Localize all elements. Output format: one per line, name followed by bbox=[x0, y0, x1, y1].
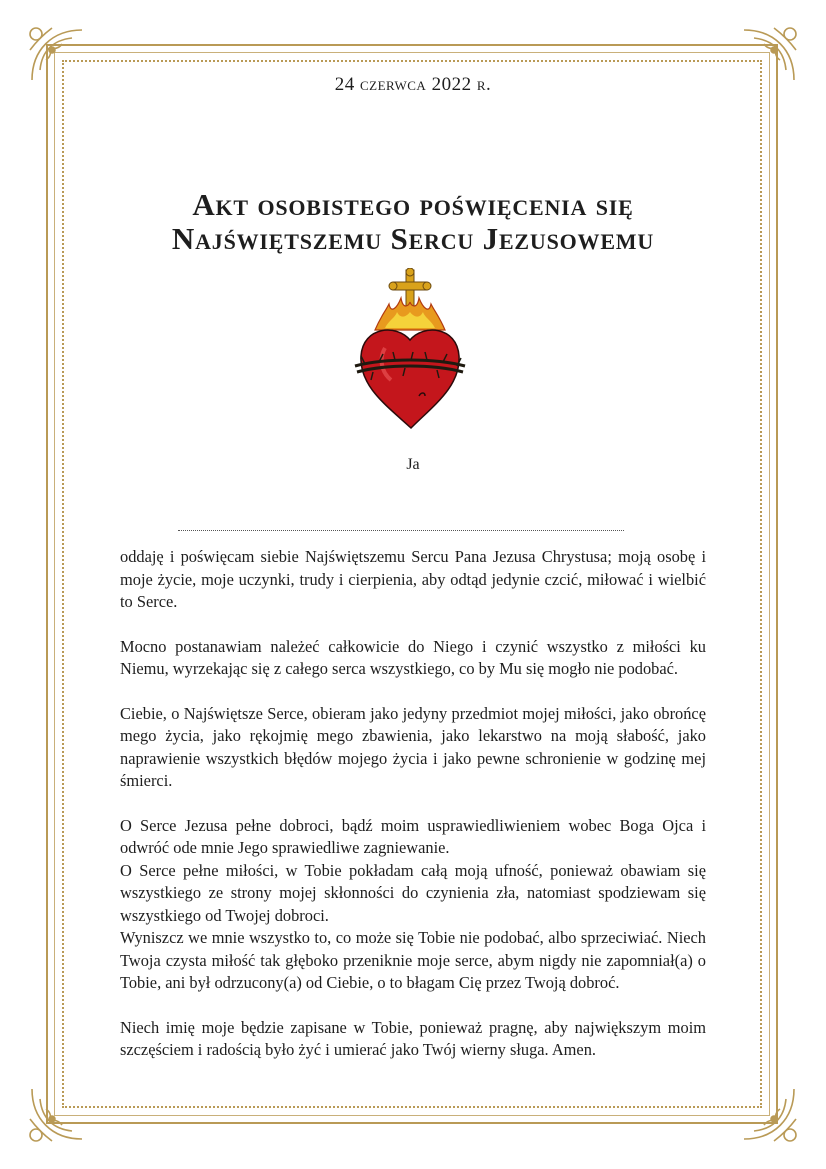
paragraph: O Serce Jezusa pełne dobroci, bądź moim usprawiedliwieniem wobec Boga Ojca i odwróć ode mnie Jego sprawiedliwe zagniewanie. bbox=[120, 815, 706, 857]
document-title bbox=[0, 188, 826, 256]
document-date: 24 czerwca 2022 r. bbox=[334, 74, 492, 95]
paragraph: Niech imię moje będzie zapisane w Tobie, ponieważ pragnę, aby największym moim szczęściem i radością było żyć i umierać jako Twój wierny sługa. Amen. bbox=[120, 1017, 706, 1059]
title-line-2: Najświętszemu Sercu Jezusowemu bbox=[171, 221, 655, 256]
paragraph: Ciebie, o Najświętsze Serce, obieram jako jedyny przedmiot mojej miłości, jako obrońcę mego życia, jako rękojmię mego zbawienia, jako lekarstwo na moją słabość, jako naprawienie wszystkich błędów mojego życia i jako pewne schronienie w godzinę mej śmierci. bbox=[120, 703, 706, 790]
paragraph: oddaję i poświęcam siebie Najświętszemu Sercu Pana Jezusa Chrystusa; moją osobę i moje życie, moje uczynki, trudy i cierpienia, aby odtąd jedynie czcić, miłować i wielbić to Serce. bbox=[120, 547, 706, 611]
paragraph: O Serce pełne miłości, w Tobie pokładam całą moją ufność, ponieważ obawiam się wszystkiego ze strony mojej skłonności do czynienia zła, natomiast spodziewam się wszystkiego od Twojej dobroci. bbox=[120, 860, 706, 925]
prayer-text bbox=[120, 546, 706, 1084]
paragraph: Mocno postanawiam należeć całkowicie do Niego i czynić wszystko z miłości ku Niemu, wyrzekając się z całego serca wszystkiego, co by Mu się mogło nie podobać. bbox=[120, 636, 706, 678]
sacred-heart-icon bbox=[345, 268, 475, 438]
paragraph: Wyniszcz we mnie wszystko to, co może się Tobie nie podobać, albo sprzeciwiać. Niech Twoja czysta miłość tak głęboko przeniknie moje serce, abym nigdy nie zapomniał(a) o Tobie, ani był odrzucony(a) od Ciebie, o to błagam Cię przez Twoją dobroć. bbox=[120, 928, 706, 992]
name-dotted-line bbox=[178, 530, 624, 531]
name-label: Ja bbox=[406, 456, 420, 473]
title-line-1: Akt osobistego poświęcenia się bbox=[192, 187, 634, 222]
corner-ornament-icon bbox=[22, 1079, 92, 1149]
corner-ornament-icon bbox=[734, 1079, 804, 1149]
